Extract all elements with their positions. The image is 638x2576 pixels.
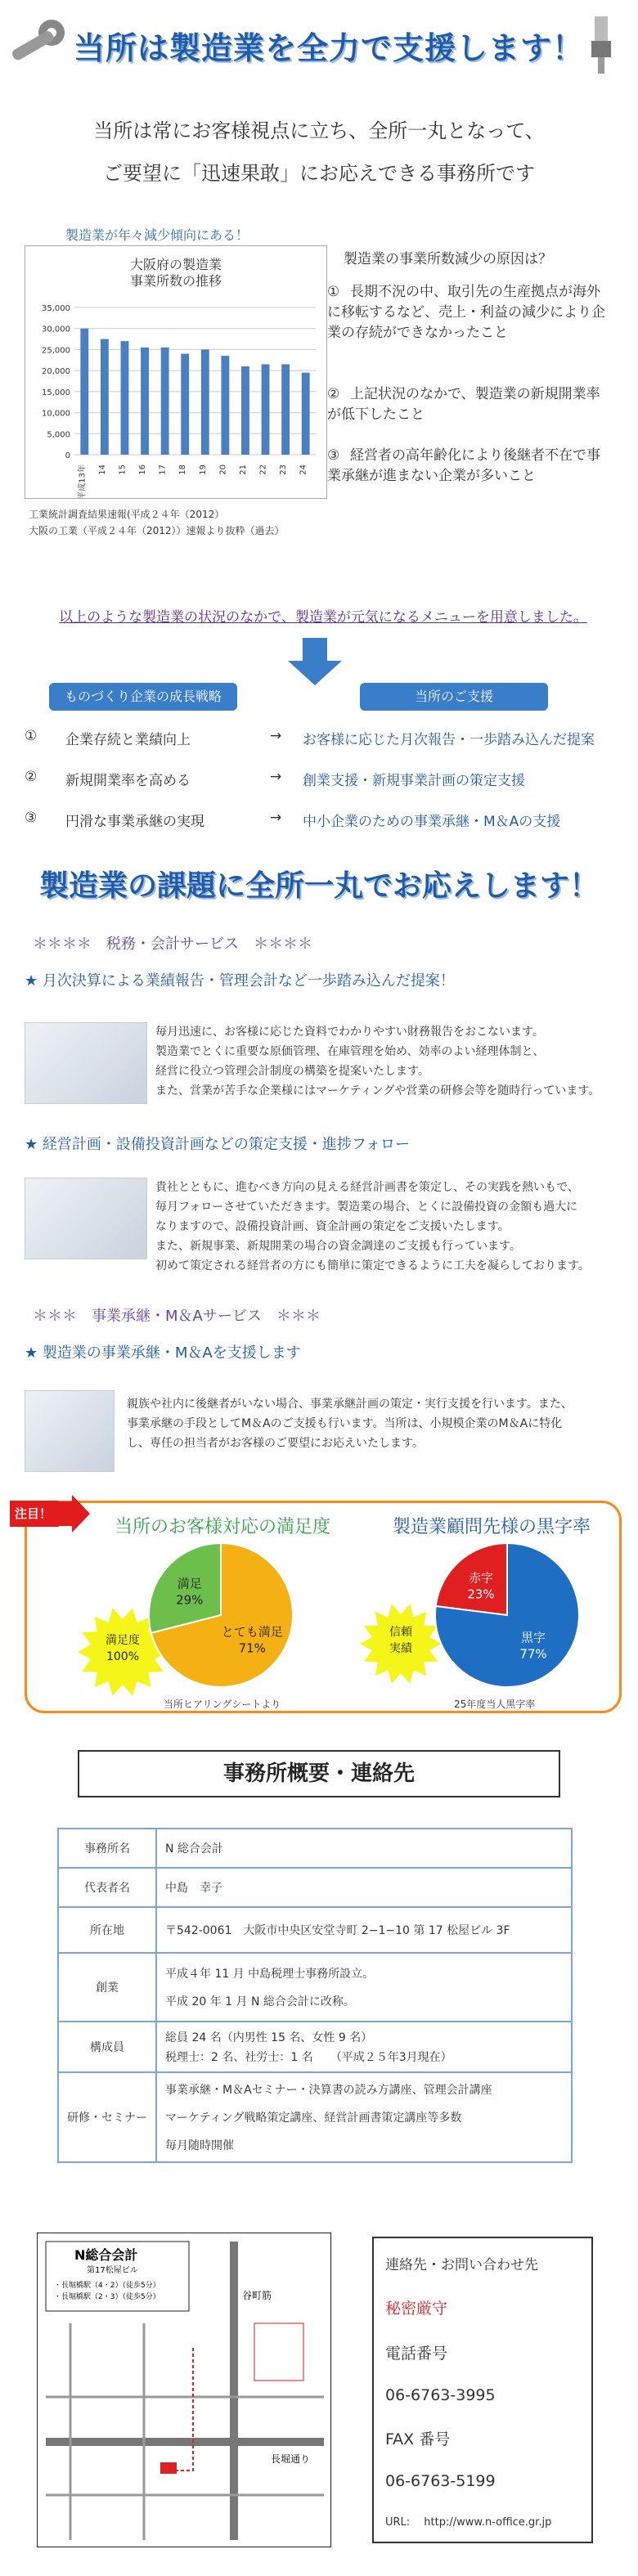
map-street-2: 長堀通り xyxy=(271,2453,311,2465)
x-tick-label: 19 xyxy=(198,464,208,475)
satisfaction-title: 当所のお客様対応の満足度 xyxy=(115,1517,331,1537)
reasons-heading: 製造業の事業所数減少の原因は？ xyxy=(344,251,552,267)
ma-header: ＊＊＊ 事業承継・M＆Aサービス ＊＊＊ xyxy=(33,1308,321,1325)
chart-heading: 製造業が年々減少傾向にある！ xyxy=(65,227,249,243)
profit-caption: 25年度当人黒字率 xyxy=(454,1699,536,1710)
bar xyxy=(262,364,270,455)
bar xyxy=(101,339,109,455)
fax-label: FAX 番号 xyxy=(385,2430,451,2448)
pie-value: 71% xyxy=(238,1640,266,1656)
x-tick-label: 14 xyxy=(97,464,107,475)
y-tick-label: 30,000 xyxy=(42,325,70,334)
x-tick-label: 23 xyxy=(279,464,289,475)
table-row: 所在地 〒542-0061 大阪市中央区安堂寺町 2−1−10 第 17 松屋ビル 3F xyxy=(58,1907,572,1953)
chart-source-2: 大阪の工業（平成２４年（2012））速報より抜粋（過去） xyxy=(29,525,285,536)
bar-chart xyxy=(25,245,327,499)
access-map xyxy=(37,2233,331,2547)
notice-tag: 注目！ xyxy=(10,1501,59,1527)
hero-line-2: ご要望に「迅速果敢」にお応えできる事務所です xyxy=(103,162,535,185)
y-tick-label: 5,000 xyxy=(47,430,70,440)
x-tick-label: 22 xyxy=(258,464,268,475)
x-tick-label: 16 xyxy=(138,464,148,475)
y-tick-label: 0 xyxy=(65,451,70,460)
map-office-sub: 第17松屋ビル xyxy=(87,2266,138,2275)
map-station-2: ・長堀橋駅（2・3）（徒歩5分） xyxy=(54,2293,160,2301)
trust-burst-line-2: 実績 xyxy=(389,1642,412,1655)
reason-3: ③ 経営者の高年齢化により後継者不在で事業承継が進まない企業が多いこと xyxy=(327,447,600,484)
reason-1: ① 長期不況の中、取引先の生産拠点が海外に移転するなど、売上・利益の減少により企業の存続ができなかったこと xyxy=(327,284,605,341)
bar xyxy=(121,341,129,455)
service-para-1: 毎月迅速に、お客様に応じた資料でわかりやすい財務報告をおこないます。 製造業でとくに重要な原価管理、在庫管理を始め、効率のよい経理体制と、 経営に役立つ管理会計制度の構築を提案いたします。 また、営業が苦手な企業様にはマーケティングや営業の研修会等を随時行っています。 xyxy=(155,1025,600,1097)
businessman-photo xyxy=(25,1390,115,1472)
notice-pies xyxy=(33,1537,605,1701)
right-arrow-icon xyxy=(57,1495,90,1533)
satisfaction-burst-line-2: 100% xyxy=(106,1650,140,1663)
bar xyxy=(80,329,88,455)
chart-title-line-1: 大阪府の製造業 xyxy=(129,257,222,272)
hero-line-1: 当所は常にお客様視点に立ち、全所一丸となって、 xyxy=(93,119,545,142)
strategy-row: ③ 円滑な事業承継の実現 → 中小企業のための事業承継・M＆Aの支援 xyxy=(25,810,561,830)
bar xyxy=(161,348,169,455)
y-tick-label: 15,000 xyxy=(42,388,70,397)
y-tick-label: 35,000 xyxy=(42,304,70,313)
x-tick-label: 平成13年 xyxy=(78,464,88,498)
strategy-row: ② 新規開業率を高める → 創業支援・新規事業計画の策定支援 xyxy=(25,769,525,789)
profit-pie xyxy=(435,1543,579,1687)
fax-number: 06-6763-5199 xyxy=(385,2472,496,2490)
website-link[interactable]: URL: http://www.n-office.gr.jp xyxy=(385,2516,552,2529)
spark-plug-icon xyxy=(577,12,626,78)
pie-value: 29% xyxy=(176,1592,204,1608)
hero-title: 当所は製造業を全力で支援します！ xyxy=(74,30,585,66)
service-para-3: 親族や社内に後継者がいない場合、事業承継計画の策定・実行支援を行います。また、 事業承継の手段としてM＆Aのご支援も行います。当所は、小規模企業のM＆Aに特化 し、専任の担当者がお客様のご要望にお応えいたします。 xyxy=(127,1398,573,1450)
strategy-row: ① 企業存続と業績向上 → お客様に応じた月次報告・一歩踏み込んだ提案 xyxy=(25,728,595,748)
x-tick-label: 17 xyxy=(158,464,168,475)
bar xyxy=(201,349,209,455)
down-arrow-icon xyxy=(286,638,344,687)
bar xyxy=(141,348,149,455)
bar xyxy=(181,354,189,455)
x-tick-label: 24 xyxy=(299,464,308,475)
bar xyxy=(221,356,229,455)
pie-value: 23% xyxy=(467,1586,495,1602)
bar xyxy=(241,366,249,455)
documents-photo xyxy=(25,1178,147,1259)
office-info-table xyxy=(57,1828,573,2163)
x-tick-label: 20 xyxy=(218,464,228,475)
x-tick-label: 18 xyxy=(178,464,188,475)
map-station-1: ・長堀橋駅（4・2）（徒歩5分） xyxy=(54,2282,160,2290)
x-tick-label: 15 xyxy=(118,464,128,475)
reason-2: ② 上記状況のなかで、製造業の新規開業率が低下したこと xyxy=(327,386,600,423)
table-row: 創業 平成４年 11 月 中島税理士事務所設立。 平成 20 年 1 月 N 総合会計に改称。 xyxy=(58,1953,572,2022)
wrench-gear-icon xyxy=(7,8,80,74)
y-tick-label: 10,000 xyxy=(42,409,70,419)
pie-value: 77% xyxy=(519,1646,547,1662)
chart-source-1: 工業統計調査結果速報(平成２４年（2012） xyxy=(29,509,225,520)
chart-title-line-2: 事業所数の推移 xyxy=(129,273,222,289)
service-para-2: 貴社とともに、進むべき方向の見える経営計画書を策定し、その実践を熱いもで、 毎月フォローさせていただきます。製造業の場合、とくに設備投資の金額も過大に なりますので、設備投資計画、資金計画の策定をご支援いたします。 また、新規事業、新規開業の場合の資金調達のご支援も行っています。 初めて策定される経営者の方にも簡単に策定できるように工夫を凝らしております。 xyxy=(155,1181,590,1272)
table-row: 研修・セミナー 事業承継・M＆Aセミナー・決算書の読み方講座、管理会計講座 マーケティング戦略策定講座、経営計画書策定講座等多数 毎月随時開催 xyxy=(58,2072,572,2162)
contact-heading: 連絡先・お問い合わせ先 xyxy=(385,2257,538,2273)
pill-strategy: ものづくり企業の成長戦略 xyxy=(49,683,237,711)
business-meeting-photo xyxy=(25,1022,147,1104)
profit-title: 製造業顧問先様の黒字率 xyxy=(393,1517,591,1537)
service-item-1: ★ 月次決算による業績報告・管理会計など一歩踏み込んだ提案！ xyxy=(25,972,455,990)
summary-text: 以上のような製造業の状況のなかで、製造業が元気になるメニューを用意しました。 xyxy=(59,609,587,626)
contact-name: 秘密厳守 xyxy=(385,2300,448,2318)
pie-label: 満足 xyxy=(177,1576,202,1591)
tel-number[interactable]: 06-6763-3995 xyxy=(385,2386,496,2404)
x-tick-label: 21 xyxy=(238,464,248,475)
table-row: 代表者名 中島 幸子 xyxy=(58,1868,572,1907)
satisfaction-caption: 当所ヒアリングシートより xyxy=(164,1699,281,1710)
pie-label: とても満足 xyxy=(221,1624,283,1640)
y-tick-label: 20,000 xyxy=(42,367,70,377)
map-office-name: N総合会計 xyxy=(74,2247,138,2263)
satisfaction-burst-line-1: 満足度 xyxy=(106,1634,140,1647)
tel-label: 電話番号 xyxy=(385,2345,448,2363)
table-row: 構成員 総員 24 名（内男性 15 名、女性 9 名） 税理士：2 名、社労士：1 名 （平成２５年3月現在） xyxy=(58,2022,572,2072)
map-street-1: 谷町筋 xyxy=(242,2290,272,2301)
pie-label: 黒字 xyxy=(520,1630,546,1645)
bar xyxy=(281,364,290,455)
office-info-title: 事務所概要・連絡先 xyxy=(78,1750,560,1797)
table-row: 事務所名 N 総合会計 xyxy=(58,1829,572,1868)
trust-burst-line-1: 信頼 xyxy=(389,1626,412,1639)
contact-box xyxy=(372,2237,593,2543)
service-item-2: ★ 経営計画・設備投資計画などの策定支援・進捗フォロー xyxy=(25,1136,410,1153)
service-item-3: ★ 製造業の事業承継・M＆Aを支援します xyxy=(25,1344,301,1362)
pill-support: 当所のご支援 xyxy=(360,683,548,711)
y-tick-label: 25,000 xyxy=(42,346,70,356)
services-title: 製造業の課題に全所一丸でお応えします！ xyxy=(38,869,599,903)
tax-header: ＊＊＊＊ 税務・会計サービス ＊＊＊＊ xyxy=(33,936,312,953)
pie-label: 赤字 xyxy=(468,1570,494,1586)
satisfaction-pie xyxy=(149,1543,293,1687)
bar xyxy=(302,373,310,455)
